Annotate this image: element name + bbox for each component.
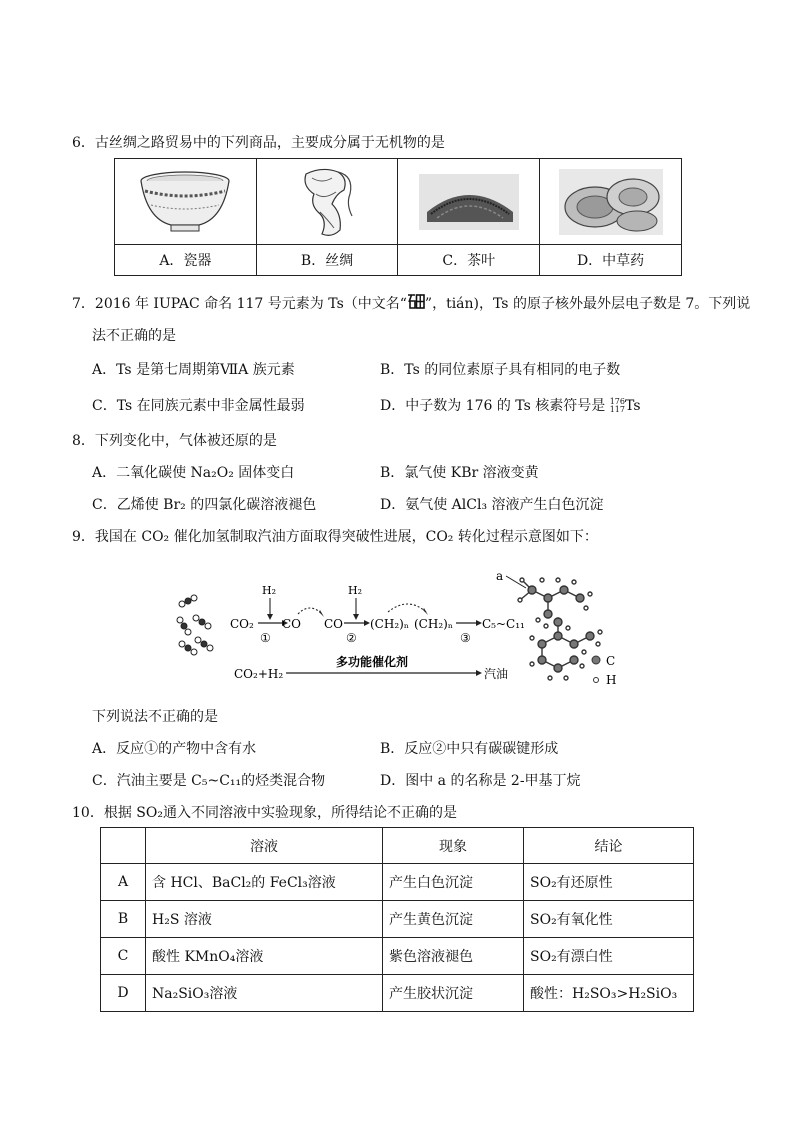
q7-symbol: Ts [625,398,641,414]
q10-table [100,827,694,1012]
co2-conversion-diagram [170,560,640,698]
q7-option-b: B．Ts 的同位素原子具有相同的电子数 [380,362,621,378]
q8-option-b: B．氯气使 KBr 溶液变黄 [380,465,539,481]
q7-option-d-text: D．中子数为 176 的 Ts 核素符号是 [380,398,606,414]
hydrogen-legend-icon [594,678,599,683]
q6-image-cell-a [115,159,257,245]
table-cell: Na₂SiO₃溶液 [146,975,383,1012]
q7-stem-a: 7．2016 年 IUPAC 命名 117 号元素为 Ts（中文名“ [72,296,407,312]
q7-mass-number: 176 [609,397,625,406]
table-cell: SO₂有漂白性 [524,938,694,975]
q8-stem: 8．下列变化中，气体被还原的是 [72,433,277,449]
q6-image-cell-b [256,159,398,245]
q8-option-a: A．二氧化碳使 Na₂O₂ 固体变白 [92,465,295,481]
q7-option-a: A．Ts 是第七周期第ⅦA 族元素 [92,362,295,378]
q6-option-d: D．中草药 [540,245,682,276]
label-a: a [496,569,504,583]
q9-option-a: A．反应①的产物中含有水 [92,741,257,757]
carbon-legend-icon [592,656,600,664]
q6-option-b: B．丝绸 [256,245,398,276]
tea-leaves-image [398,161,539,243]
q7-stem-line1 [72,292,750,316]
legend-c-label: C [606,654,616,668]
q7-option-d [380,396,641,416]
q6-image-cell-d [540,159,682,245]
step-3-label: ③ [460,631,471,645]
row-label: A [101,864,146,901]
co2-label: CO₂ [230,617,254,631]
gasoline-label: 汽油 [484,667,509,681]
porcelain-bowl-image [115,161,256,243]
q6-options-table [114,158,682,276]
q7-stem-b: ”，tián)，Ts 的原子核外最外层电子数是 7。下列说 [424,296,751,312]
q6-option-a: A．瓷器 [115,245,257,276]
table-cell: SO₂有氧化性 [524,901,694,938]
table-cell: 酸性：H₂SO₃>H₂SiO₃ [524,975,694,1012]
q8-option-c: C．乙烯使 Br₂ 的四氯化碳溶液褪色 [92,497,317,513]
table-row [101,864,694,901]
q6-option-c: C．茶叶 [398,245,540,276]
q9-prompt: 下列说法不正确的是 [92,709,218,725]
molecule-b-icon [530,618,602,680]
table-header-row [101,828,694,864]
table-row [101,975,694,1012]
header-cell: 结论 [524,828,694,864]
herbal-medicine-image [540,161,681,243]
h2-label-1: H₂ [262,584,277,597]
q6-stem: 6．古丝绸之路贸易中的下列商品，主要成分属于无机物的是 [72,135,445,151]
ch2n-label-2: (CH₂)ₙ [414,617,454,631]
q7-stem-line2: 法不正确的是 [92,328,176,344]
q7-option-c: C．Ts 在同族元素中非金属性最弱 [92,398,305,414]
q9-option-c: C．汽油主要是 C₅~C₁₁的烃类混合物 [92,773,326,789]
co2-molecules-icon [177,595,213,655]
catalyst-label: 多功能催化剂 [336,655,409,669]
q7-atomic-number: 117 [609,405,625,414]
table-cell: SO₂有还原性 [524,864,694,901]
header-cell [101,828,146,864]
table-cell: 紫色溶液褪色 [383,938,524,975]
q9-option-b: B．反应②中只有碳碳键形成 [380,741,559,757]
silk-image [257,161,398,243]
c5-c11-label: C₅~C₁₁ [482,617,525,631]
table-cell: 产生白色沉淀 [383,864,524,901]
q8-option-d: D．氨气使 AlCl₃ 溶液产生白色沉淀 [380,497,604,513]
table-cell: 含 HCl、BaCl₂的 FeCl₃溶液 [146,864,383,901]
q9-option-d: D．图中 a 的名称是 2-甲基丁烷 [380,773,581,789]
co-label-1: CO [282,617,302,631]
q9-stem: 9．我国在 CO₂ 催化加氢制取汽油方面取得突破性进展，CO₂ 转化过程示意图如下： [72,529,598,545]
co-label-2: CO [324,617,344,631]
co2-h2-label: CO₂+H₂ [234,667,284,681]
ch2n-label-1: (CH₂)ₙ [370,617,410,631]
table-cell: H₂S 溶液 [146,901,383,938]
header-cell: 现象 [383,828,524,864]
row-label: C [101,938,146,975]
table-row [101,901,694,938]
step-2-label: ② [346,631,357,645]
h2-label-2: H₂ [348,584,363,597]
q10-stem: 10．根据 SO₂通入不同溶液中实验现象，所得结论不正确的是 [72,805,457,821]
q6-image-cell-c [398,159,540,245]
table-row [101,938,694,975]
row-label: D [101,975,146,1012]
row-label: B [101,901,146,938]
header-cell: 溶液 [146,828,383,864]
step-1-label: ① [260,631,271,645]
table-cell: 产生黄色沉淀 [383,901,524,938]
legend-h-label: H [606,673,617,687]
table-cell: 产生胶状沉淀 [383,975,524,1012]
table-cell: 酸性 KMnO₄溶液 [146,938,383,975]
tian-character [407,292,425,316]
